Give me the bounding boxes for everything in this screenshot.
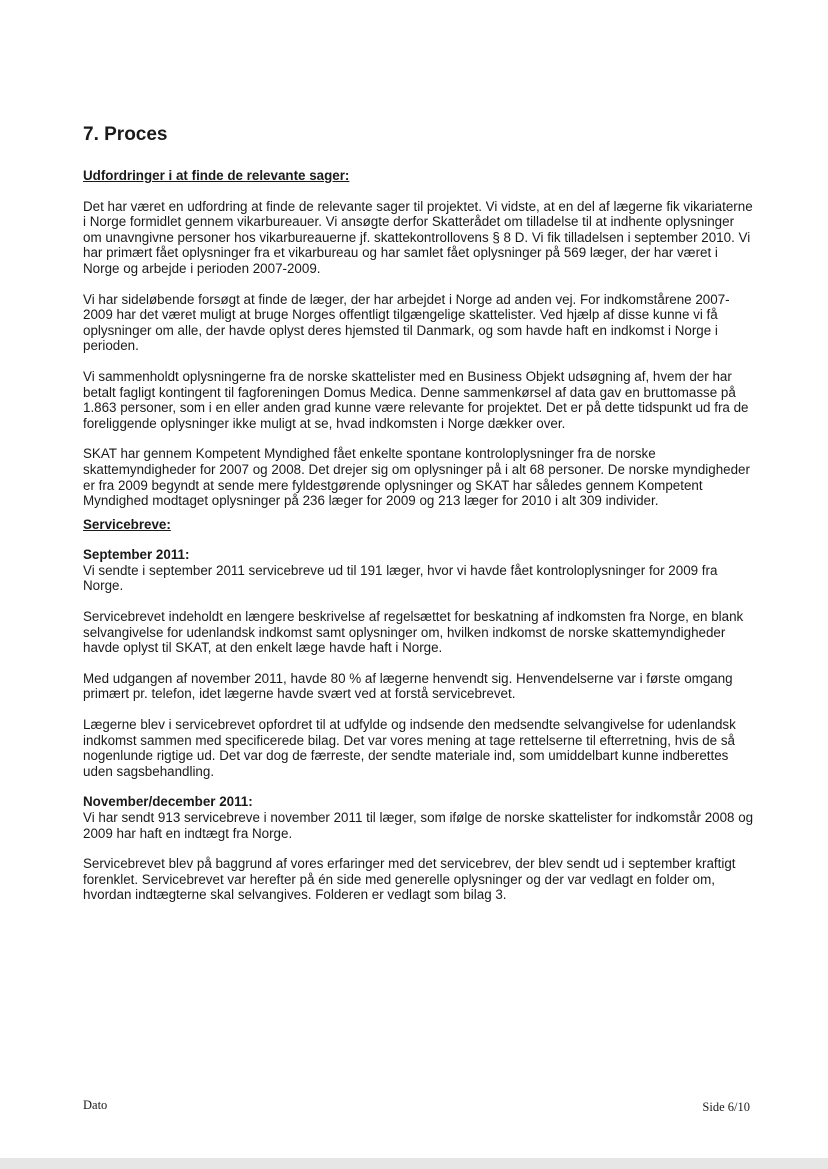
paragraph-3: Vi sammenholdt oplysningerne fra de norske skattelister med en Business Objekt udsøgning af, hvem der har betalt fagligt kontingent til fagforeningen Domus Medica. Denne sammenkørsel af data gav en bruttomasse på 1.863 personer, som i en eller anden grad kunne være relevante for projektet. Det er på dette tidspunkt ud fra de foreliggende oplysninger ikke muligt at se, hvad indkomsten i Norge dækker over.	[83, 368, 749, 431]
page-bottom-edge	[0, 1158, 828, 1169]
footer-date-label: Dato	[83, 1098, 108, 1112]
paragraph-9: Vi har sendt 913 servicebreve i november 2011 til læger, som ifølge de norske skattelister for indkomstår 2008 og 2009 har haft en indtægt fra Norge.	[83, 810, 754, 841]
section-heading: 7. Proces	[83, 124, 168, 145]
paragraph-1: Det har været en udfordring at finde de relevante sager til projektet. Vi vidste, at en del af lægerne fik vikariaterne i Norge formidlet gennem vikarbureauer. Vi ansøgte derfor Skatterådet om tilladelse til at indhente oplysninger om unavngivne personer hos vikarbureauerne jf. skattekontrollovens § 8 D. Vi fik tilladelsen i september 2010. Vi har primært fået oplysninger fra et vikarbureau og har samlet fået oplysninger på 569 læger, der har været i Norge og arbejde i perioden 2007-2009.	[83, 198, 753, 276]
september-block	[83, 547, 755, 594]
paragraph-10: Servicebrevet blev på baggrund af vores erfaringer med det servicebrev, der blev sendt ud i september kraftigt forenklet. Servicebrevet var herefter på én side med generelle oplysninger og der var vedlagt en folder om, hvordan indtægterne skal selvangives. Folderen er vedlagt som bilag 3.	[83, 856, 736, 903]
paragraph-2: Vi har sideløbende forsøgt at finde de læger, der har arbejdet i Norge ad anden vej. For indkomstårene 2007-2009 har det været muligt at bruge Norges offentligt tilgængelige skattelister. Ved hjælp af disse kunne vi få oplysninger om alle, der havde oplyst deres hjemsted til Danmark, og som havde haft en indkomst i Norge i perioden.	[83, 291, 730, 354]
paragraph-7: Med udgangen af november 2011, havde 80 % af lægerne henvendt sig. Henvendelserne var i første omgang primært pr. telefon, idet lægerne havde svært ved at forstå servicebrevet.	[83, 670, 733, 702]
paragraph-8: Lægerne blev i servicebrevet opfordret til at udfylde og indsende den medsendte selvangivelse for udenlandsk indkomst sammen med specificerede bilag. Det var vores mening at tage rettelserne til efterretning, hvis de så nogenlunde rigtige ud. Det var dog de færreste, der sendte materiale ind, som umiddelbart kunne indberettes uden sagsbehandling.	[83, 717, 736, 779]
paragraph-4: SKAT har gennem Kompetent Myndighed fået enkelte spontane kontroloplysninger fra de norske skattemyndigheder for 2007 og 2008. Det drejer sig om oplysninger på i alt 68 personer. De norske myndigheder er fra 2009 begyndt at sende mere fyldestgørende oplysninger og SKAT har således gennem Kompetent Myndighed modtaget oplysninger på 236 læger for 2009 og 213 læger for 2010 i alt 309 individer.	[83, 446, 750, 509]
challenges-subheading: Udfordringer i at finde de relevante sager:	[83, 168, 350, 183]
paragraph-5: Vi sendte i september 2011 servicebreve ud til 191 læger, hvor vi havde fået kontroloplysninger for 2009 fra Norge.	[83, 562, 718, 594]
footer-page-number: Side 6/10	[702, 1100, 750, 1114]
november-block	[83, 794, 755, 841]
paragraph-6: Servicebrevet indeholdt en længere beskrivelse af regelsættet for beskatning af indkomsten fra Norge, en blank selvangivelse for udenlandsk indkomst samt oplysninger om, hvilken indkomst de norske skattemyndigheder havde oplyst til SKAT, at den enkelt læge havde haft i Norge.	[83, 609, 744, 656]
service-letters-subheading: Servicebreve:	[83, 516, 171, 532]
document-body	[83, 168, 755, 918]
september-heading: September 2011:	[83, 547, 190, 563]
november-heading: November/december 2011:	[83, 794, 253, 810]
